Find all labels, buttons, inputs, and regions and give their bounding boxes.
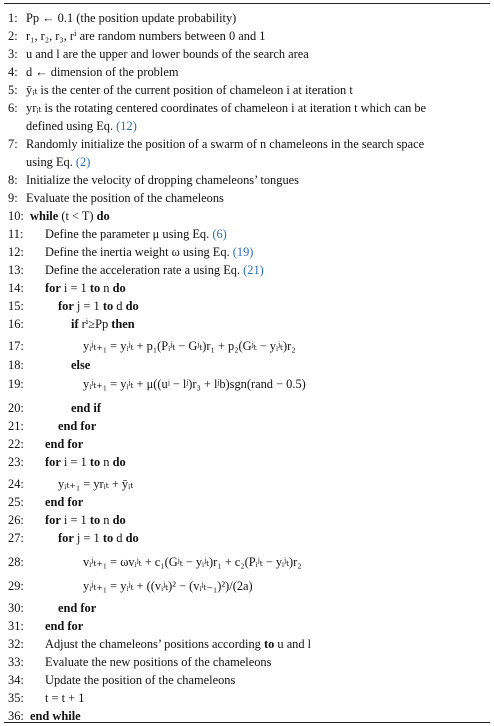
- line-number: 17:: [8, 339, 24, 353]
- line-text: d ← dimension of the problem: [26, 65, 179, 79]
- line-number: 21:: [8, 419, 24, 433]
- line-number: 29:: [8, 579, 24, 593]
- line-text: for i = 1 to n do: [45, 513, 126, 527]
- line-text: if rⁱ≥Pp then: [71, 317, 135, 331]
- line-number: 8:: [8, 173, 18, 187]
- line-text: yᵢₜ₊₁ = yrᵢₜ + ȳᵢₜ: [58, 477, 134, 491]
- line-text: Update the position of the chameleons: [45, 673, 236, 687]
- line-number: 28:: [8, 555, 24, 569]
- line-number: 26:: [8, 513, 24, 527]
- line-text: end while: [30, 709, 81, 723]
- line-number: 33:: [8, 655, 24, 669]
- line-number: 1:: [8, 11, 18, 25]
- line-text: Adjust the chameleons’ positions according to u and l: [45, 637, 312, 651]
- line-text: u and l are the upper and lower bounds of the search area: [26, 47, 309, 61]
- table-top-rule: [4, 3, 490, 4]
- line-number: 5:: [8, 83, 18, 97]
- line-number: 27:: [8, 531, 24, 545]
- line-text: Evaluate the position of the chameleons: [26, 191, 224, 205]
- line-text: ȳᵢₜ is the center of the current position of chameleon i at iteration t: [26, 83, 353, 97]
- line-number: 14:: [8, 281, 24, 295]
- line-number: 35:: [8, 691, 24, 705]
- line-number: 10:: [8, 209, 24, 223]
- line-number: 20:: [8, 401, 24, 415]
- line-number: 3:: [8, 47, 18, 61]
- line-number: 18:: [8, 358, 24, 372]
- line-text: Evaluate the new positions of the chameleons: [45, 655, 272, 669]
- line-text: Define the acceleration rate a using Eq. (21): [45, 263, 264, 277]
- line-number: 2:: [8, 29, 18, 43]
- line-text: r₁, r₂, r₃, rⁱ are random numbers between 0 and 1: [26, 29, 266, 43]
- line-text: t = t + 1: [45, 691, 85, 705]
- line-text: for j = 1 to d do: [58, 531, 139, 545]
- line-text: vᵢʲₜ₊₁ = ωvᵢʲₜ + c₁(Gʲₜ − yᵢʲₜ)r₁ + c₂(Pᵢʲₜ − yᵢʲₜ)r₂: [83, 555, 302, 569]
- line-text: Initialize the velocity of dropping chameleons’ tongues: [26, 173, 299, 187]
- line-number: 31:: [8, 619, 24, 633]
- line-number: 6:: [8, 101, 18, 115]
- line-number: 24:: [8, 477, 24, 491]
- line-text: for i = 1 to n do: [45, 281, 126, 295]
- line-text: defined using Eq. (12): [26, 119, 137, 133]
- line-number: 34:: [8, 673, 24, 687]
- line-number: 4:: [8, 65, 18, 79]
- line-text: yrᵢₜ is the rotating centered coordinates of chameleon i at iteration t which can be: [26, 101, 427, 115]
- line-number: 32:: [8, 637, 24, 651]
- line-text: Randomly initialize the position of a swarm of n chameleons in the search space: [26, 137, 425, 151]
- line-text: while (t < T) do: [30, 209, 110, 223]
- line-text: end for: [45, 495, 84, 509]
- line-text: for j = 1 to d do: [58, 299, 139, 313]
- line-text: yᵢʲₜ₊₁ = yᵢʲₜ + ((vᵢʲₜ)² − (vᵢʲₜ₋₁)²)/(2a): [83, 579, 253, 593]
- table-bottom-rule: [4, 722, 490, 723]
- line-number: 13:: [8, 263, 24, 277]
- line-text: end for: [58, 419, 97, 433]
- line-text: Define the inertia weight ω using Eq. (19): [45, 245, 254, 259]
- line-text: else: [71, 358, 91, 372]
- line-number: 11:: [8, 227, 24, 241]
- line-number: 7:: [8, 137, 18, 151]
- line-text: yᵢʲₜ₊₁ = yᵢʲₜ + p₁(Pᵢʲₜ − Gʲₜ)r₁ + p₂(Gʲₜ − yᵢʲₜ)r₂: [83, 339, 296, 353]
- line-text: end for: [45, 619, 84, 633]
- line-number: 16:: [8, 317, 24, 331]
- line-number: 25:: [8, 495, 24, 509]
- line-number: 12:: [8, 245, 24, 259]
- line-text: Pp ← 0.1 (the position update probability): [26, 11, 237, 25]
- line-number: 9:: [8, 191, 18, 205]
- line-number: 23:: [8, 455, 24, 469]
- line-number: 30:: [8, 601, 24, 615]
- line-number: 36:: [8, 709, 24, 723]
- line-text: end for: [45, 437, 84, 451]
- line-text: end if: [71, 401, 101, 415]
- line-text: yᵢʲₜ₊₁ = yᵢʲₜ + μ((uʲ − lʲ)r₃ + lʲb)sgn(rand − 0.5): [83, 377, 306, 391]
- line-text: Define the parameter μ using Eq. (6): [45, 227, 227, 241]
- line-number: 15:: [8, 299, 24, 313]
- line-number: 22:: [8, 437, 24, 451]
- line-text: for i = 1 to n do: [45, 455, 126, 469]
- line-text: end for: [58, 601, 97, 615]
- line-number: 19:: [8, 377, 24, 391]
- line-text: using Eq. (2): [26, 155, 91, 169]
